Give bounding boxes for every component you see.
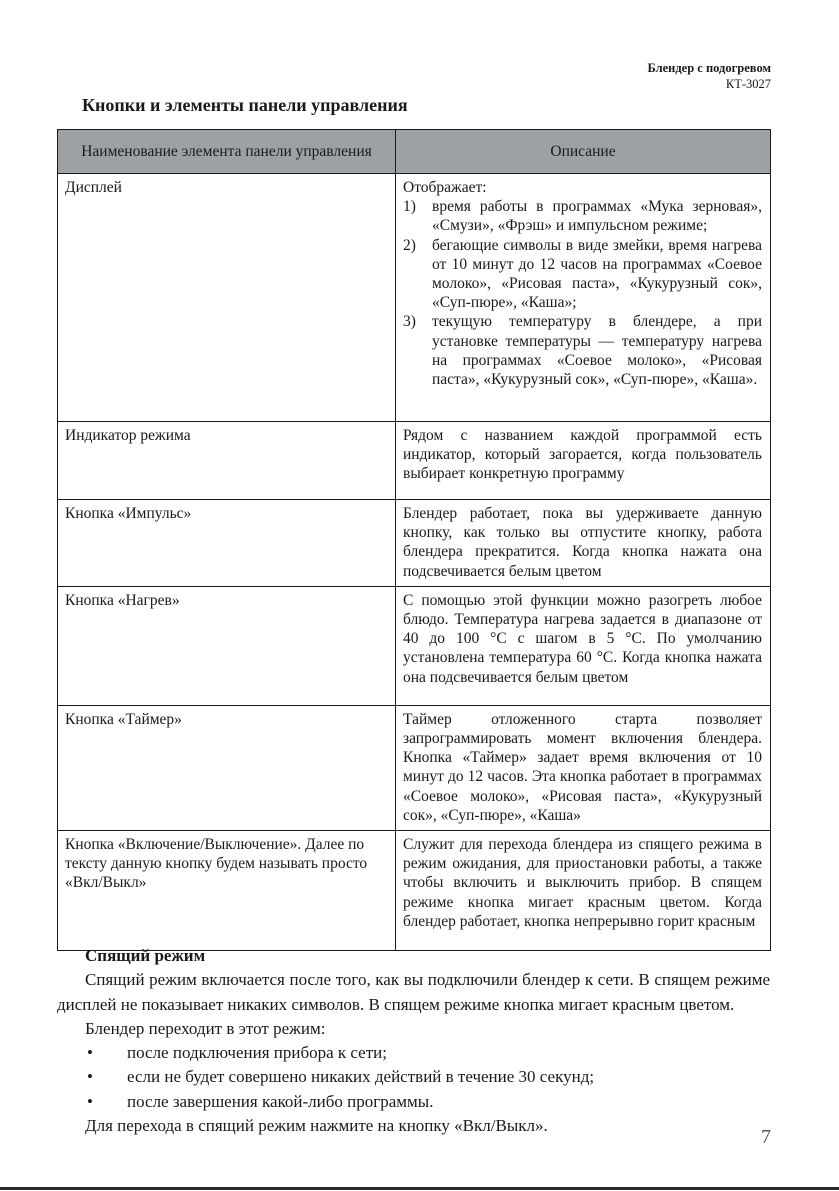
table-row bbox=[58, 174, 771, 422]
description-intro: Отображает: bbox=[403, 179, 487, 196]
element-name-cell: Кнопка «Таймер» bbox=[58, 705, 396, 830]
list-item-text: текущую температуру в блендере, а при установке температуры — температуру нагрева на программах «Соевое молоко», «Рисовая паста», «Кукурузный сок», «Суп-пюре», «Каша». bbox=[432, 313, 762, 389]
list-item-text: после подключения прибора к сети; bbox=[127, 1043, 387, 1063]
sleep-mode-section bbox=[57, 944, 770, 1138]
list-item-text: время работы в программах «Мука зерновая», «Смузи», «Фрэш» и импульсном режиме; bbox=[432, 198, 762, 235]
element-description-cell: Рядом с названием каждой программой есть индикатор, который загорается, когда пользователь выбирает конкретную программу bbox=[396, 422, 771, 500]
sleep-mode-closing: Для перехода в спящий режим нажмите на кнопку «Вкл/Выкл». bbox=[85, 1116, 548, 1136]
list-item-number: 2) bbox=[403, 236, 416, 254]
list-item-text: после завершения какой-либо программы. bbox=[127, 1091, 434, 1111]
element-description-cell: Блендер работает, пока вы удерживаете данную кнопку, как только вы отпустите кнопку, работа блендера прекратится. Когда кнопка нажата она подсвечивается белым цветом bbox=[396, 500, 771, 587]
list-item bbox=[403, 312, 762, 389]
bullet-icon: • bbox=[87, 1067, 93, 1087]
table-header-row bbox=[58, 130, 771, 174]
description-list bbox=[403, 197, 762, 389]
list-item bbox=[403, 197, 762, 235]
table-row bbox=[58, 422, 771, 500]
element-name-cell: Кнопка «Импульс» bbox=[58, 500, 396, 587]
table-row bbox=[58, 586, 771, 705]
table-row bbox=[58, 831, 771, 951]
list-item-text: если не будет совершено никаких действий в течение 30 секунд; bbox=[127, 1067, 595, 1087]
element-name-cell: Кнопка «Нагрев» bbox=[58, 586, 396, 705]
bullet-icon: • bbox=[87, 1091, 93, 1111]
sleep-mode-list bbox=[57, 1041, 770, 1114]
element-description-cell bbox=[396, 174, 771, 422]
header-model: КТ-3027 bbox=[725, 77, 771, 91]
header-cell-name: Наименование элемента панели управления bbox=[58, 130, 396, 174]
sleep-mode-list-intro: Блендер переходит в этот режим: bbox=[85, 1018, 326, 1038]
element-name-cell: Кнопка «Включение/Выключение». Далее по тексту данную кнопку будем называть просто «Вкл/Выкл» bbox=[58, 831, 396, 951]
list-item bbox=[57, 1041, 770, 1065]
element-description-cell: Служит для перехода блендера из спящего режима в режим ожидания, для приостановки работы, а также чтобы включить и выключить прибор. В спящем режиме кнопка мигает красным цветом. Когда блендер работает, кнопка непрерывно горит красным bbox=[396, 831, 771, 951]
list-item bbox=[57, 1090, 770, 1114]
header-cell-description: Описание bbox=[396, 130, 771, 174]
header-product: Блендер с подогревом bbox=[647, 61, 771, 75]
list-item bbox=[403, 236, 762, 313]
page-number: 7 bbox=[761, 1126, 771, 1148]
bottom-divider bbox=[0, 1187, 839, 1190]
list-item-number: 3) bbox=[403, 313, 416, 331]
element-name-cell: Дисплей bbox=[58, 174, 396, 422]
sleep-mode-paragraph: Спящий режим включается после того, как вы подключили блендер к сети. В спящем режиме дисплей не показывает никаких символов. В спящем режиме кнопка мигает красным цветом. bbox=[57, 970, 770, 1014]
table-row bbox=[58, 500, 771, 587]
controls-table bbox=[57, 129, 771, 951]
bullet-icon: • bbox=[87, 1043, 93, 1063]
list-item-text: бегающие символы в виде змейки, время нагрева от 10 минут до 12 часов на программах «Соевое молоко», «Рисовая паста», «Кукурузный сок», «Суп-пюре», «Каша»; bbox=[432, 236, 762, 312]
element-name-cell: Индикатор режима bbox=[58, 422, 396, 500]
element-description-cell: Таймер отложенного старта позволяет запрограммировать момент включения блендера. Кнопка «Таймер» задает время включения от 10 минут до 12 часов. Эта кнопка работает в программах «Соевое молоко», «Рисовая паста», «Кукурузный сок», «Суп-пюре», «Каша» bbox=[396, 705, 771, 830]
list-item-number: 1) bbox=[403, 198, 416, 216]
list-item bbox=[57, 1065, 770, 1089]
section-title: Кнопки и элементы панели управления bbox=[82, 95, 408, 115]
element-description-cell: С помощью этой функции можно разогреть любое блюдо. Температура нагрева задается в диапазоне от 40 до 100 °С с шагом в 5 °С. По умолчанию установлена температура 60 °С. Когда кнопка нажата она подсвечивается белым цветом bbox=[396, 586, 771, 705]
running-header bbox=[647, 60, 771, 92]
sleep-mode-title: Спящий режим bbox=[85, 946, 206, 965]
table-row bbox=[58, 705, 771, 830]
